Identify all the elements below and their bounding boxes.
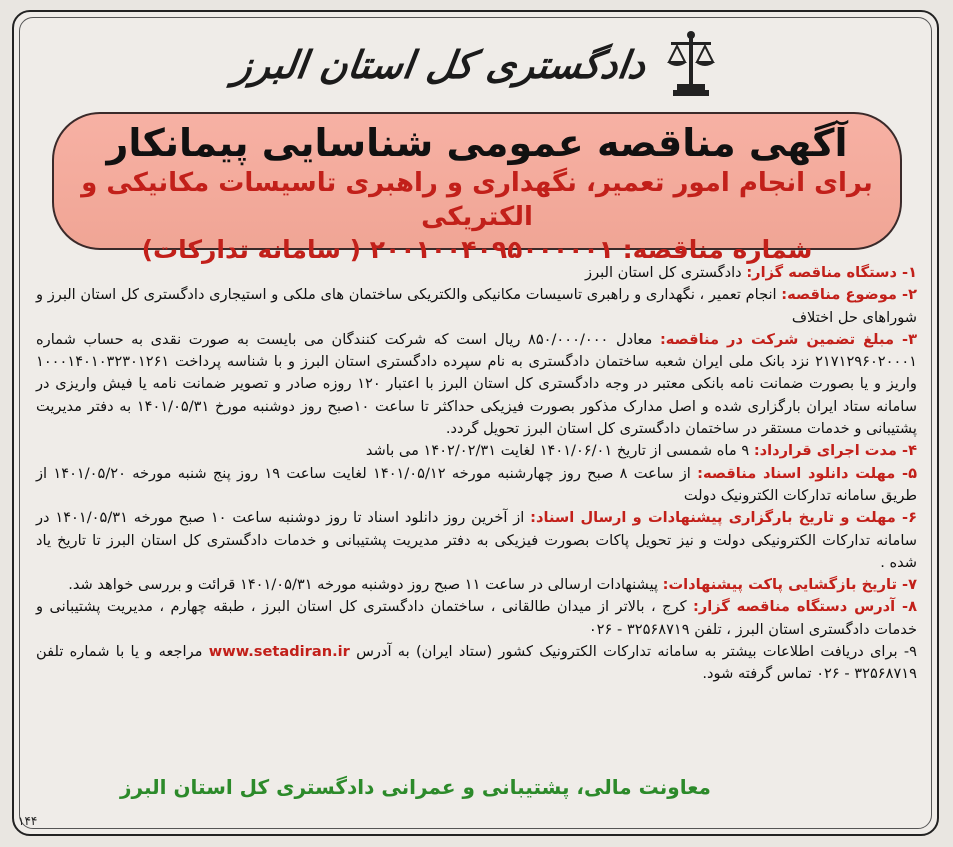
item-text: پیشنهادات ارسالی در ساعت ۱۱ صبح روز دوشنبه مورخه ۱۴۰۱/۰۵/۳۱ قرائت و بررسی خواهد شد.: [68, 576, 663, 594]
item-label: ۲- موضوع مناقصه:: [781, 286, 917, 304]
announcement-title: آگهی مناقصه عمومی شناسایی پیمانکار: [106, 121, 848, 165]
item-4: [36, 440, 917, 462]
item-7: [36, 574, 917, 596]
announcement-subtitle: برای انجام امور تعمیر، نگهداری و راهبری تاسیسات مکانیکی و الکتریکی: [81, 168, 873, 232]
item-9: [36, 641, 917, 686]
justice-emblem-icon: [663, 28, 719, 100]
item-label: ۷- تاریخ بازگشایی پاکت پیشنهادات:: [662, 576, 917, 594]
item-text: معادل ۸۵۰/۰۰۰/۰۰۰ ریال است که شرکت کنندگان می بایست به صورت نقدی به حساب شماره ۲۱۷۱۲۹۶۰۲۰۰۰۱ نزد بانک ملی ایران شعبه ساختمان دادگستری به نام سپرده دادگستری استان البرز و با شناسه پرداخت ۱۰۰۰۱۴۰۱۰۳۲۳۰۱۲۶۱ واریز و یا بصورت ضمانت نامه بانکی معتبر در وجه دادگستری کل استان البرز با اعتبار ۱۲۰ روزه صادر و تصویر ضمانت نامه یا فیش واریزی در سامانه ستاد ایران بارگزاری شده و اصل مدارک مذکور بصورت فیزیکی حداکثر تا ساعت ۱۰صبح روز دوشنبه مورخ ۱۴۰۱/۰۵/۳۱ به دفتر مدیریت پشتیبانی و خدمات مستقر در ساختمان دادگستری کل استان البرز تحویل گردد.: [36, 330, 917, 438]
signature: معاونت مالی، پشتیبانی و عمرانی دادگستری کل استان البرز: [120, 775, 711, 799]
item-text: ۹- برای دریافت اطلاعات بیشتر به سامانه تدارکات الکترونیک کشور (ستاد ایران) به آدرس: [349, 643, 917, 661]
item-label: ۸- آدرس دستگاه مناقصه گزار:: [692, 598, 917, 616]
item-label: ۱- دستگاه مناقصه گزار:: [746, 264, 917, 281]
item-2: [36, 284, 917, 329]
page-number: ۱۴۴: [18, 814, 38, 828]
item-text: انجام تعمیر ، نگهداری و راهبری تاسیسات مکانیکی والکتریکی ساختمان های ملکی و استیجاری دادگستری کل استان البرز و شوراهای حل اختلاف: [36, 286, 917, 326]
tender-details: [36, 262, 917, 686]
organization-logotype: دادگستری کل استان البرز: [230, 41, 649, 87]
item-text: مراجعه و یا با شماره تلفن ۳۲۵۶۸۷۱۹ - ۰۲۶ تماس گرفته شود.: [36, 643, 917, 683]
item-1: [36, 262, 917, 284]
item-3: [36, 329, 917, 440]
item-text: از ساعت ۸ صبح روز چهارشنبه مورخه ۱۴۰۱/۰۵/۱۲ لغایت ساعت ۱۹ روز پنج شنبه مورخه ۱۴۰۱/۰۵/۲۰ از طریق سامانه تدارکات الکترونیک دولت: [36, 464, 917, 504]
item-8: [36, 596, 917, 641]
item-text: ۹ ماه شمسی از تاریخ ۱۴۰۱/۰۶/۰۱ لغایت ۱۴۰۲/۰۲/۳۱ می باشد: [365, 442, 754, 460]
item-5: [36, 463, 917, 508]
tender-number: شماره مناقصه: ۲۰۰۱۰۰۴۰۹۵۰۰۰۰۰۱ ( سامانه تدارکات): [141, 235, 813, 264]
title-banner: [52, 112, 902, 264]
item-label: ۴- مدت اجرای قرارداد:: [753, 442, 917, 460]
item-label: ۳- مبلغ تضمین شرکت در مناقصه:: [659, 330, 917, 348]
item-text: کرج ، بالاتر از میدان طالقانی ، ساختمان دادگستری کل استان البرز ، طبقه چهارم ، مدیریت پشتیبانی و خدمات دادگستری استان البرز ، تلفن ۳۲۵۶۸۷۱۹ - ۰۲۶: [36, 598, 917, 638]
item-text: از آخرین روز دانلود اسناد تا روز دوشنبه ساعت ۱۰ صبح مورخه ۱۴۰۱/۰۵/۳۱ در سامانه تدارکات الکترونیکی دولت و نیز تحویل پاکات بصورت فیزیکی به دفتر مدیریت پشتیبانی و خدمات دادگستری کل استان البرز تا تاریخ یاد شده .: [36, 509, 917, 571]
item-label: ۶- مهلت و تاریخ بارگزاری پیشنهادات و ارسال اسناد:: [530, 509, 918, 527]
item-text: دادگستری کل استان البرز: [585, 264, 747, 281]
header: [0, 22, 953, 106]
item-6: [36, 507, 917, 574]
item-label: ۵- مهلت دانلود اسناد مناقصه:: [697, 464, 918, 482]
website-link[interactable]: www.setadiran.ir: [208, 643, 350, 661]
